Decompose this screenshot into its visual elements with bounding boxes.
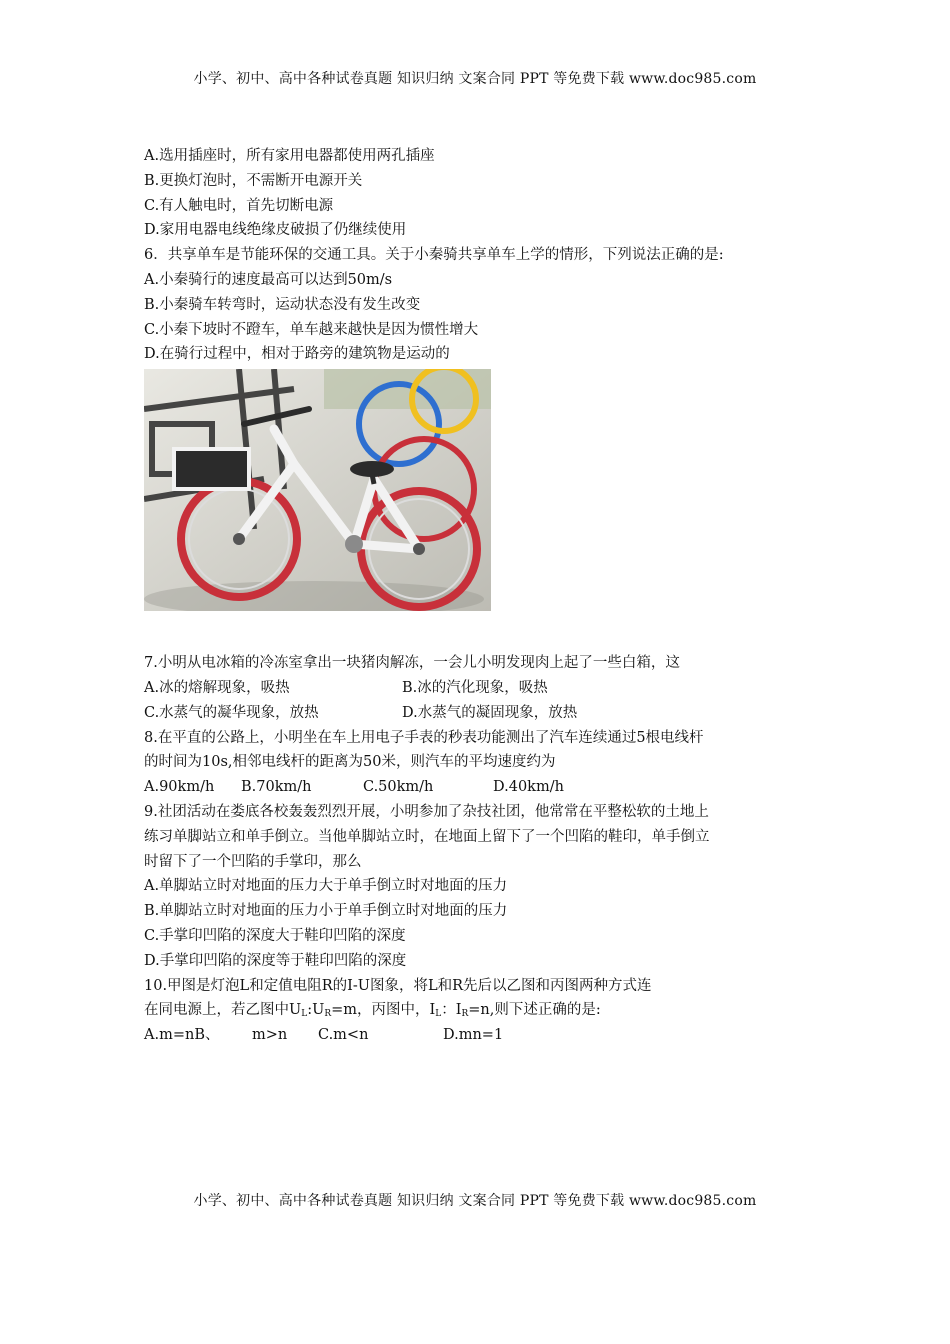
q10-text-d: ：I: [441, 1002, 462, 1019]
q9-option-c: C.手掌印凹陷的深度大于鞋印凹陷的深度: [144, 927, 406, 944]
q7-option-d: D.水蒸气的凝固现象，放热: [402, 704, 578, 721]
q5-option-d: D.家用电器电线绝缘皮破损了仍继续使用: [144, 222, 407, 239]
q5-option-b: B.更换灯泡时，不需断开电源开关: [144, 172, 363, 189]
q6-option-d: D.在骑行过程中，相对于路旁的建筑物是运动的: [144, 346, 450, 363]
q7-options-row1: [144, 676, 824, 701]
q9-stem-line1: 9.社团活动在娄底各校轰轰烈烈开展，小明参加了杂技社团，他常常在平整松软的土地上: [144, 803, 709, 820]
q8-stem-line2: 的时间为10s,相邻电线杆的距离为50米，则汽车的平均速度约为: [144, 754, 556, 771]
page-footer: 小学、初中、高中各种试卷真题 知识归纳 文案合同 PPT 等免费下载 www.doc985.com: [193, 1193, 757, 1209]
q10-sub-r: R: [324, 1009, 332, 1020]
q7-option-b: B.冰的汽化现象，吸热: [402, 679, 548, 696]
q10-option-c: C.m<n: [318, 1027, 369, 1044]
q9-option-a: A.单脚站立时对地面的压力大于单手倒立时对地面的压力: [144, 878, 508, 895]
q10-sub-l2: L: [435, 1009, 442, 1020]
q10-option-d: D.mn=1: [443, 1027, 504, 1044]
q10-option-a: A.m=nB、: [144, 1027, 220, 1044]
q5-option-a: A.选用插座时，所有家用电器都使用两孔插座: [144, 148, 435, 164]
q8-option-b: B.70km/h: [241, 779, 312, 796]
q10-option-b: m>n: [252, 1027, 288, 1044]
q9-stem-line3: 时留下了一个凹陷的手掌印，那么: [144, 853, 362, 870]
q6-option-a: A.小秦骑行的速度最高可以达到50m/s: [144, 271, 393, 288]
q10-stem-line1: 10.甲图是灯泡L和定值电阻R的I-U图象，将L和R先后以乙图和丙图两种方式连: [144, 977, 652, 994]
shared-bicycles-photo: [144, 369, 491, 611]
q10-text-e: =n,则下述正确的是:: [468, 1002, 601, 1019]
q8-options: [144, 775, 824, 800]
q10-options: [144, 1023, 824, 1048]
q10-sub-r2: R: [461, 1009, 469, 1020]
q8-option-c: C.50km/h: [363, 779, 434, 796]
q6-option-b: B.小秦骑车转弯时，运动状态没有发生改变: [144, 296, 421, 313]
q10-sub-l: L: [301, 1009, 308, 1020]
q5-option-c: C.有人触电时，首先切断电源: [144, 197, 334, 214]
q7-options-row2: [144, 701, 824, 726]
exam-content: [144, 144, 824, 1048]
q8-stem-line1: 8.在平直的公路上，小明坐在车上用电子手表的秒表功能测出了汽车连续通过5根电线杆: [144, 729, 704, 746]
q8-option-a: A.90km/h: [144, 779, 215, 796]
page-header: 小学、初中、高中各种试卷真题 知识归纳 文案合同 PPT 等免费下载 www.doc985.com: [193, 71, 757, 87]
q9-option-d: D.手掌印凹陷的深度等于鞋印凹陷的深度: [144, 952, 407, 969]
q9-stem-line2: 练习单脚站立和单手倒立。当他单脚站立时，在地面上留下了一个凹陷的鞋印，单手倒立: [144, 828, 710, 845]
q10-text-c: =m，丙图中，I: [331, 1002, 436, 1019]
q8-option-d: D.40km/h: [493, 779, 564, 796]
q7-option-a: A.冰的熔解现象，吸热: [144, 679, 290, 696]
q6-option-c: C.小秦下坡时不蹬车，单车越来越快是因为惯性增大: [144, 321, 479, 338]
q10-text-a: 在同电源上，若乙图中U: [144, 1002, 302, 1019]
q7-stem: 7.小明从电冰箱的冷冻室拿出一块猪肉解冻，一会儿小明发现肉上起了一些白箱，这: [144, 655, 680, 672]
q7-option-c: C.水蒸气的凝华现象，放热: [144, 704, 319, 721]
q10-text-b: :U: [307, 1002, 325, 1019]
q10-stem-line2: [144, 998, 824, 1023]
bicycle-illustration: [144, 369, 491, 611]
q9-option-b: B.单脚站立时对地面的压力小于单手倒立时对地面的压力: [144, 903, 508, 920]
q6-stem: 6．共享单车是节能环保的交通工具。关于小秦骑共享单车上学的情形，下列说法正确的是:: [144, 247, 724, 264]
